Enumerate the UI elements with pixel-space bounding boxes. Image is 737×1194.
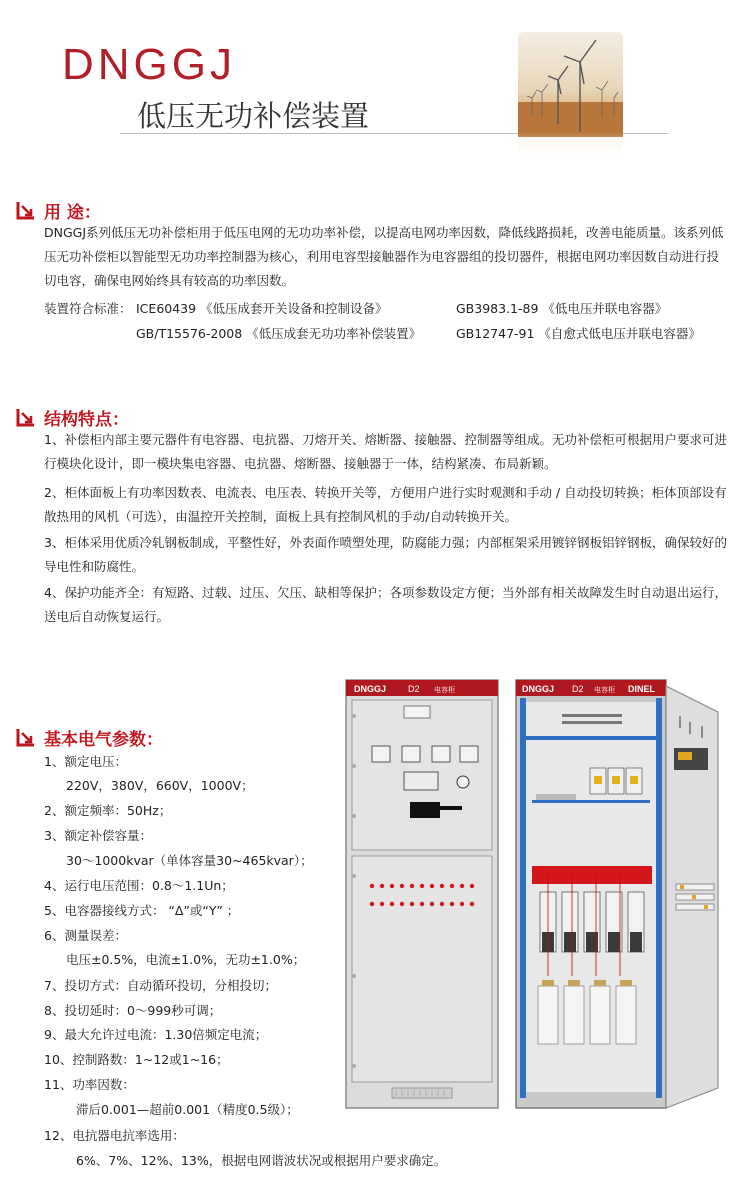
params-heading xyxy=(16,726,163,748)
cabinet-left-model: D2 xyxy=(408,684,420,694)
param-row: 6%、7%、12%、13%，根据电网谐波状况或根据用户要求确定。 xyxy=(76,1153,447,1168)
brand-title: DNGGJ xyxy=(62,40,236,89)
param-row: 电压±0.5%，电流±1.0%，无功±1.0%； xyxy=(66,952,306,967)
cabinet-right-maker: DINEL xyxy=(628,684,655,694)
features-heading xyxy=(16,406,129,428)
usage-heading xyxy=(16,199,101,221)
cabinet-open-image xyxy=(512,676,724,1112)
param-row: 11、功率因数： xyxy=(44,1077,135,1092)
params-title: 基本电气参数： xyxy=(44,729,163,750)
standard-item: GB/T15576-2008 《低压成套无功功率补偿装置》 xyxy=(136,326,422,341)
feature-item: 2、柜体面板上有功率因数表、电流表、电压表、转换开关等，方便用户进行实时观测和手动 / 自动投切转换；柜体顶部设有散热用的风机（可选），由温控开关控制，面板上具有控制风机的手动/自动转换开关。 xyxy=(44,485,727,524)
param-row: 30～1000kvar（单体容量30~465kvar）； xyxy=(66,853,313,868)
param-row: 8、投切延时：0～999秒可调； xyxy=(44,1003,222,1018)
param-row: 1、额定电压： xyxy=(44,754,127,769)
standard-item: GB3983.1-89 《低电压并联电容器》 xyxy=(456,301,668,316)
cabinet-left-brand: DNGGJ xyxy=(354,684,387,694)
cabinet-front-image xyxy=(342,676,502,1112)
section-marker-icon xyxy=(16,407,36,427)
usage-paragraph: DNGGJ系列低压无功补偿柜用于低压电网的无功功率补偿，以提高电网功率因数，降低线路损耗，改善电能质量。该系列低压无功补偿柜以智能型无功功率控制器为核心，利用电容型接触器作为电容器组的投切器件，根据电网功率因数自动进行投切电容，确保电网始终具有较高的功率因数。 xyxy=(44,225,724,288)
wind-turbine-photo xyxy=(518,32,623,160)
standards-label: 装置符合标准： xyxy=(44,301,132,316)
param-row: 220V，380V，660V，1000V； xyxy=(66,778,254,793)
usage-title: 用 途： xyxy=(44,202,101,223)
param-row: 滞后0.001—超前0.001（精度0.5级）； xyxy=(76,1102,299,1117)
standard-item: GB12747-91 《自愈式低电压并联电容器》 xyxy=(456,326,701,341)
param-row: 3、额定补偿容量： xyxy=(44,828,152,843)
feature-item: 4、保护功能齐全：有短路、过载、过压、欠压、缺相等保护；各项参数设定方便；当外部有相关故障发生时自动退出运行，送电后自动恢复运行。 xyxy=(44,585,727,624)
cabinet-left-type: 电容柜 xyxy=(434,686,455,694)
param-row: 6、测量误差： xyxy=(44,928,127,943)
param-row: 9、最大允许过电流：1.30倍频定电流； xyxy=(44,1027,268,1042)
features-title: 结构特点： xyxy=(44,409,129,430)
param-row: 4、运行电压范围：0.8～1.1Un； xyxy=(44,878,234,893)
param-row: 5、电容器接线方式： “Δ”或“Y” ； xyxy=(44,903,240,918)
cabinet-right-type: 电容柜 xyxy=(594,686,615,694)
product-title: 低压无功补偿装置 xyxy=(137,99,370,133)
cabinet-right-brand: DNGGJ xyxy=(522,684,555,694)
section-marker-icon xyxy=(16,200,36,220)
param-row: 10、控制路数：1~12或1~16； xyxy=(44,1052,229,1067)
feature-item: 3、柜体采用优质冷轧钢板制成，平整性好，外表面作喷塑处理，防腐能力强；内部框架采用镀锌钢板铝锌钢板，确保较好的导电性和防腐性。 xyxy=(44,535,727,574)
param-row: 7、投切方式：自动循环投切，分相投切； xyxy=(44,978,277,993)
cabinet-right-model: D2 xyxy=(572,684,584,694)
feature-item: 1、补偿柜内部主要元器件有电容器、电抗器、刀熔开关、熔断器、接触器、控制器等组成。无功补偿柜可根据用户要求可进行模块化设计，即一模块集电容器、电抗器、熔断器、接触器于一体，结构紧凑、布局新颖。 xyxy=(44,432,727,471)
section-marker-icon xyxy=(16,727,36,747)
param-row: 12、电抗器电抗率选用： xyxy=(44,1128,185,1143)
param-row: 2、额定频率：50Hz； xyxy=(44,803,172,818)
standard-item: ICE60439 《低压成套开关设备和控制设备》 xyxy=(136,301,388,316)
